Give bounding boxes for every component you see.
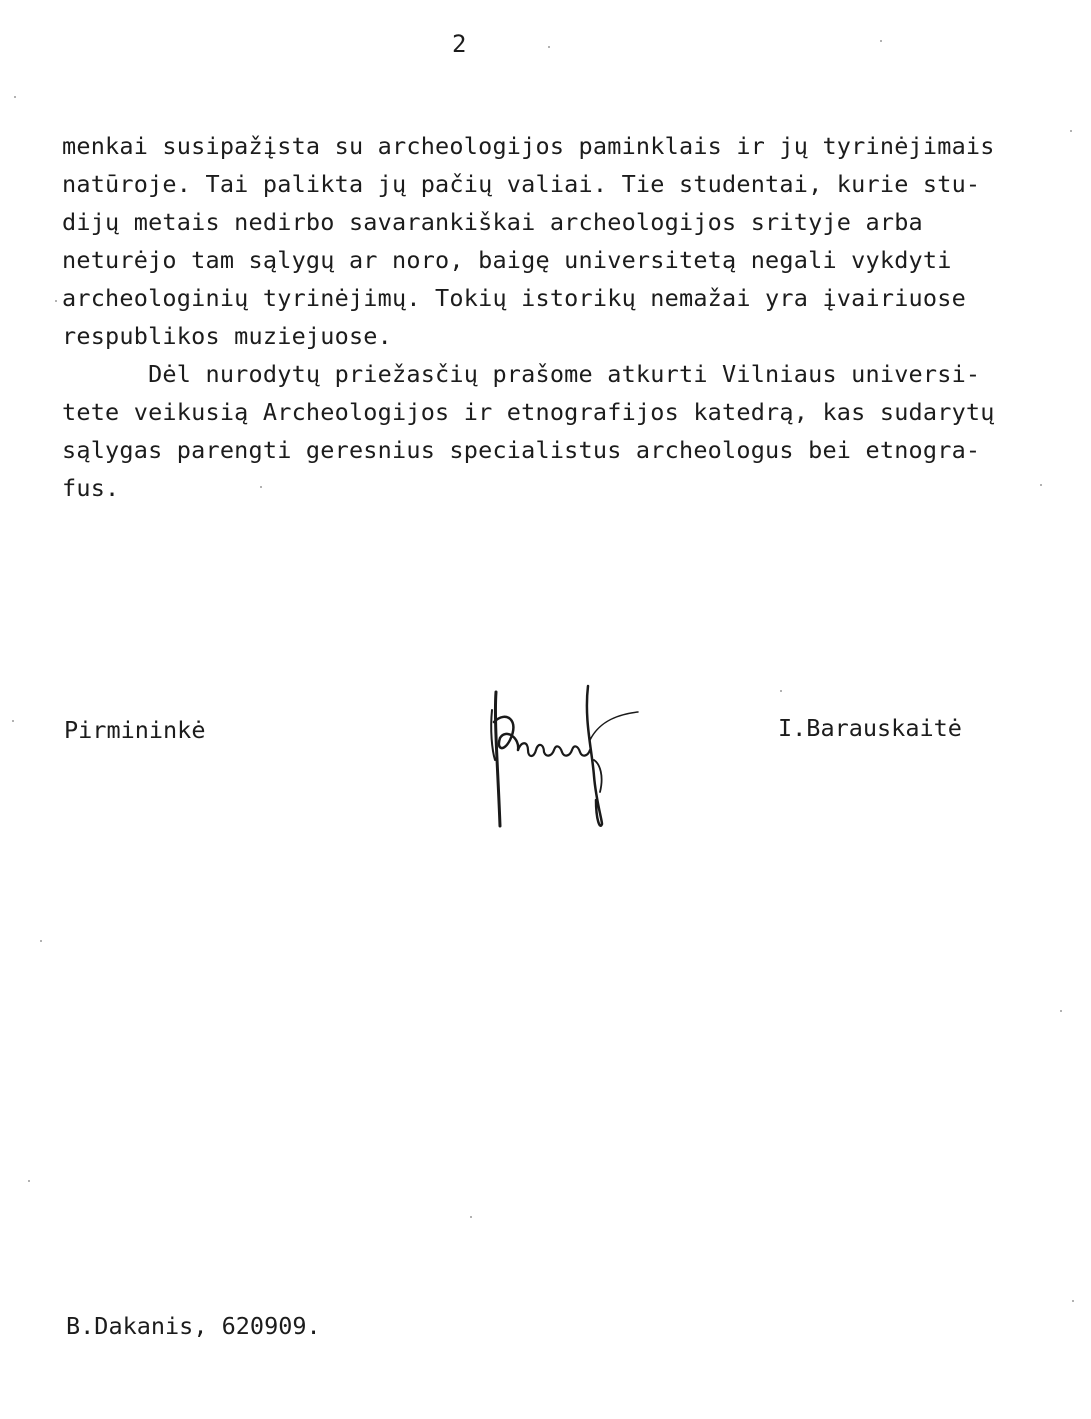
paragraph1-line-1: menkai susipažįsta su archeologijos paminklais ir jų tyrinėjimais xyxy=(62,132,995,160)
paragraph2-line-3: sąlygas parengti geresnius specialistus archeologus bei etnogra- xyxy=(62,436,981,464)
signatory-name: I.Barauskaitė xyxy=(778,714,962,742)
paragraph2-line-2: tete veikusią Archeologijos ir etnografijos katedrą, kas sudarytų xyxy=(62,398,995,426)
paragraph1-line-5: archeologinių tyrinėjimų. Tokių istorikų nemažai yra įvairiuose xyxy=(62,284,966,312)
paragraph1-line-4: neturėjo tam sąlygų ar noro, baigę universitetą negali vykdyti xyxy=(62,246,952,274)
handwritten-signature xyxy=(470,680,650,830)
paragraph2-line-4: fus. xyxy=(62,474,120,502)
paragraph1-line-3: dijų metais nedirbo savarankiškai archeologijos srityje arba xyxy=(62,208,923,236)
paragraph1-line-2: natūroje. Tai palikta jų pačių valiai. Tie studentai, kurie stu- xyxy=(62,170,981,198)
paragraph1-line-6: respublikos muziejuose. xyxy=(62,322,393,350)
signatory-role: Pirmininkė xyxy=(64,716,206,744)
paragraph2-line-1: Dėl nurodytų priežasčių prašome atkurti Vilniaus universi- xyxy=(62,360,981,388)
page-number: 2 xyxy=(452,30,467,58)
footer-reference: B.Dakanis, 620909. xyxy=(66,1312,321,1340)
